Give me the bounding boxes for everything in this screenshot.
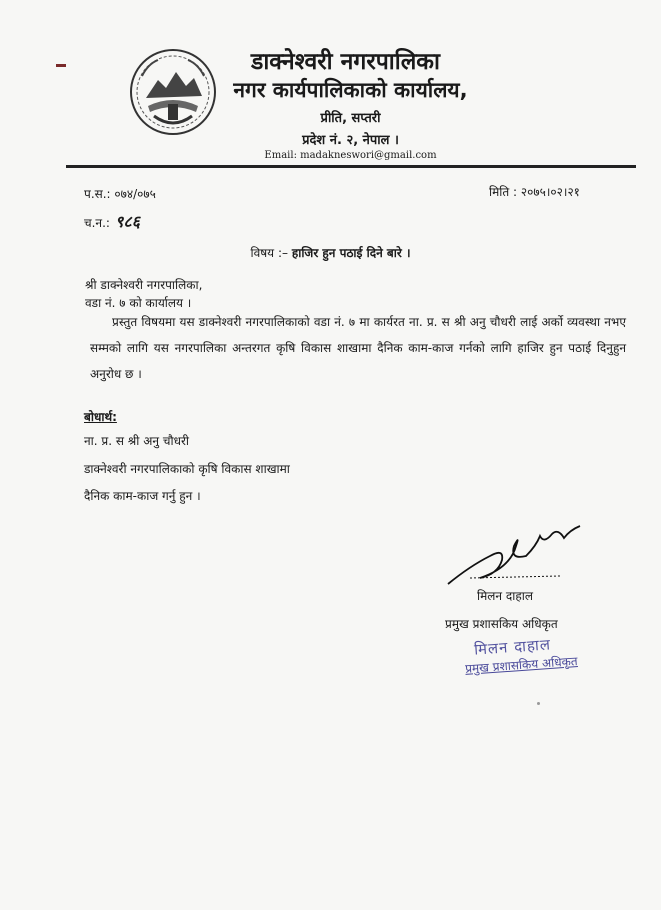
recipient-line-1: श्री डाक्नेश्वरी नगरपालिका,: [85, 278, 203, 292]
cc-line-3: दैनिक काम-काज गर्नु हुन ।: [84, 489, 201, 503]
email-line: Email: madakneswori@gmail.com: [264, 150, 437, 161]
dispatch-label: च.न.:: [84, 216, 110, 230]
cc-title: बोधार्थ:: [84, 410, 117, 424]
recipient-line-2: वडा नं. ७ को कार्यालय ।: [85, 296, 192, 310]
body-paragraph: प्रस्तुत विषयमा यस डाक्नेश्वरी नगरपालिकाको वडा नं. ७ मा कार्यरत ना. प्र. स श्री अनु चौधरी लाई अर्को व्यवस्था नभए सम्मको लागि यस नगरपालिका अन्तरगत कृषि विकास शाखामा दैनिक काम-काज गर्नको लागि हाजिर हुन पठाई दिनुहुन अनुरोध छ ।: [90, 315, 626, 381]
province-line: प्रदेश नं. २, नेपाल ।: [302, 133, 399, 148]
dispatch-number: [84, 210, 140, 232]
subject-text: हाजिर हुन पठाई दिने बारे ।: [291, 246, 411, 260]
signatory-designation: प्रमुख प्रशासकिय अधिकृत: [445, 617, 558, 631]
subject-line: [0, 244, 661, 261]
stamp-name: मिलन दाहाल: [473, 635, 552, 659]
paper-speck: [537, 702, 540, 705]
letter-date: मिति : २०७५।०२।२१: [489, 185, 580, 199]
org-name: डाक्नेश्वरी नगरपालिका: [251, 49, 440, 75]
dispatch-value: ९८६: [115, 212, 141, 231]
reference-number: प.स.: ०७४/०७५: [84, 187, 156, 201]
office-address: प्रीति, सप्तरी: [320, 111, 381, 126]
subject-label: विषय :–: [250, 246, 289, 260]
header-rule: [66, 165, 636, 168]
stamp-designation: प्रमुख प्रशासकिय अधिकृत: [464, 654, 579, 676]
office-name: नगर कार्यपालिकाको कार्यालय,: [233, 78, 468, 102]
cc-line-2: डाक्नेश्वरी नगरपालिकाको कृषि विकास शाखामा: [84, 462, 290, 476]
signatory-name: मिलन दाहाल: [477, 589, 533, 603]
cc-line-1: ना. प्र. स श्री अनु चौधरी: [84, 434, 189, 448]
